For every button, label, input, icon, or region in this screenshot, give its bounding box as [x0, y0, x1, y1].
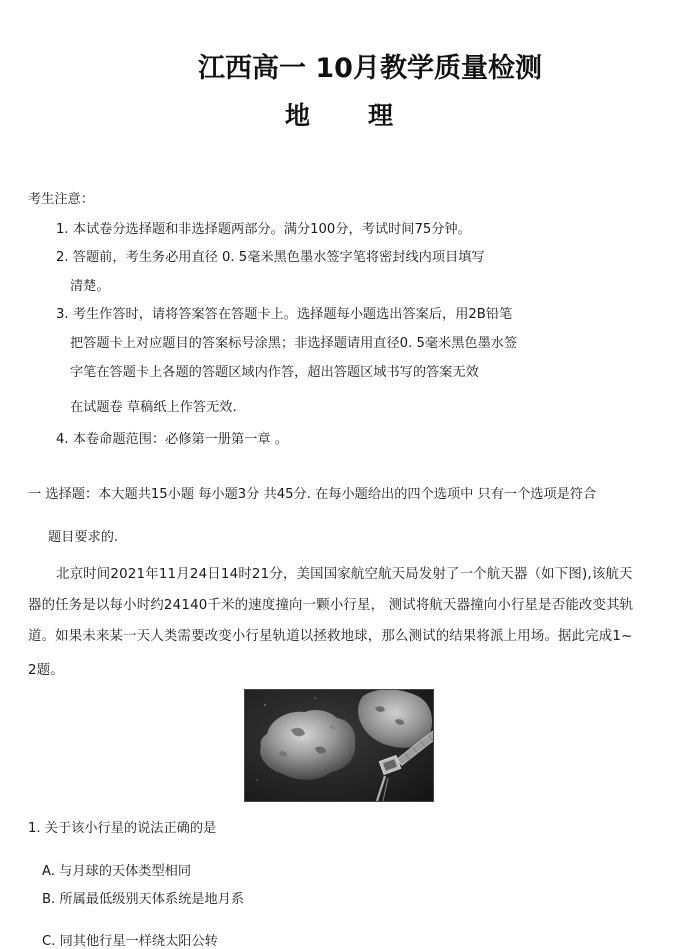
passage-line-1: 北京时间2021年11月24日14时21分，美国国家航空航天局发射了一个航天器（如下图),该航天 [56, 567, 633, 582]
notice-heading: 考生注意： [28, 192, 94, 207]
notice-item-1: 1. 本试卷分选择题和非选择题两部分。满分100分，考试时间75分钟。 [56, 222, 471, 237]
passage-line-4: 2题。 [28, 663, 64, 678]
notice-item-3-cont-1: 把答题卡上对应题目的答案标号涂黑；非选择题请用直径0. 5毫米黑色墨水签 [70, 336, 518, 351]
passage-line-2: 器的任务是以每小时约24140千米的速度撞向一颗小行星， 测试将航天器撞向小行星是否能改变其轨 [28, 598, 634, 613]
notice-item-2-cont: 清楚。 [70, 279, 110, 294]
notice-item-4: 4. 本卷命题范围：必修第一册第一章 。 [56, 432, 288, 447]
passage-line-3: 道。如果未来某一天人类需要改变小行星轨道以拯救地球，那么测试的结果将派上用场。据此完成1~ [28, 629, 633, 644]
spacecraft-asteroid-illustration [245, 690, 433, 801]
subject-char-1: 地 [285, 101, 311, 130]
exam-title: 江西高一 10月教学质量检测 [198, 53, 542, 84]
question-1-option-b: B. 所属最低级别天体系统是地月系 [42, 892, 245, 907]
notice-item-3-cont-2: 字笔在答题卡上各题的答题区域内作答，超出答题区域书写的答案无效 [70, 365, 479, 380]
spacecraft-asteroid-photo [244, 689, 434, 802]
question-1-option-c: C. 同其他行星一样绕太阳公转 [42, 934, 218, 949]
question-1-option-a: A. 与月球的天体类型相同 [42, 864, 192, 879]
section-heading-line-2: 题目要求的. [48, 530, 119, 545]
question-1-stem: 1. 关于该小行星的说法正确的是 [28, 821, 217, 836]
notice-item-3-cont-3: 在试题卷 草稿纸上作答无效. [70, 400, 237, 415]
notice-item-3: 3. 考生作答时，请将答案答在答题卡上。选择题每小题选出答案后，用2B铅笔 [56, 307, 513, 322]
subject-char-2: 理 [368, 101, 394, 130]
section-heading-line-1: 一 选择题：本大题共15小题 每小题3分 共45分. 在每小题给出的四个选项中 只有一个选项是符合 [28, 487, 597, 502]
notice-item-2: 2. 答题前，考生务必用直径 0. 5毫米黑色墨水签字笔将密封线内项目填写 [56, 250, 485, 265]
